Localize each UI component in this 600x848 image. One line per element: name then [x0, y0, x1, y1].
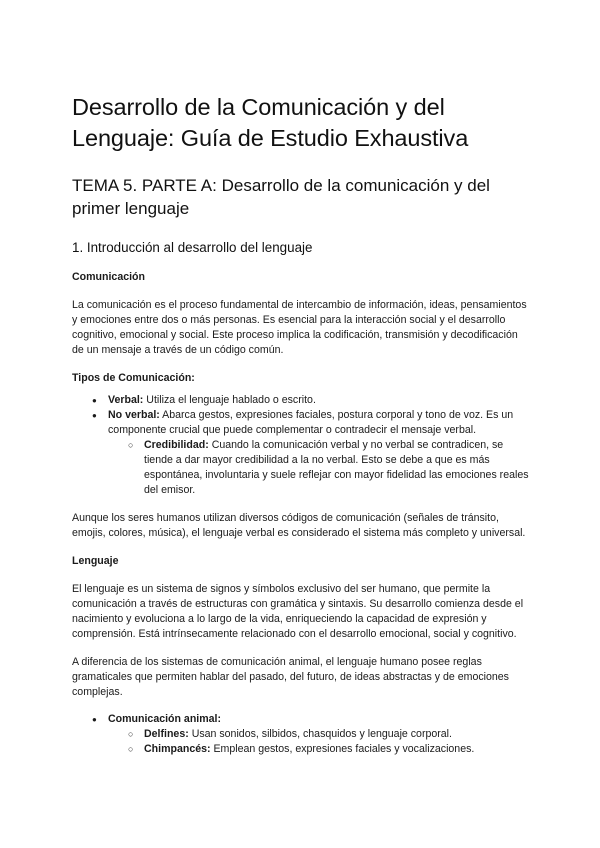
term-text: Emplean gestos, expresiones faciales y vocalizaciones. — [210, 743, 475, 755]
sub-list — [108, 727, 532, 757]
term-text: Usan sonidos, silbidos, chasquidos y lenguaje corporal. — [188, 728, 452, 740]
list-item-no-verbal — [72, 408, 532, 498]
term-text: Cuando la comunicación verbal y no verbal se contradicen, se tiende a dar mayor credibilidad a la no verbal. Esto se debe a que es más espontánea, involuntaria y suele reflejar con mayor fidelidad las emociones reales del emisor. — [144, 439, 529, 496]
list-item-chimpances — [108, 742, 532, 757]
term-label: Verbal: — [108, 394, 144, 406]
paragraph-comunicacion-definicion: La comunicación es el proceso fundamental de intercambio de información, ideas, pensamientos y emociones entre dos o más personas. Es esencial para la interacción social y el desarrollo cognitivo, emocional y social. Este proceso implica la codificación, transmisión y decodificación de un mensaje a través de un código común. — [72, 299, 527, 356]
page-content — [72, 92, 532, 757]
bullet-icon: ● — [92, 411, 97, 420]
sub-list — [108, 438, 532, 498]
term-label: Chimpancés: — [144, 743, 211, 755]
list-item-comunicacion-animal — [72, 712, 532, 757]
list-item-delfines — [108, 727, 532, 742]
bullet-icon: ● — [92, 715, 97, 724]
term-label: No verbal: — [108, 409, 160, 421]
term-text: Utiliza el lenguaje hablado o escrito. — [143, 394, 316, 406]
document-title: Desarrollo de la Comunicación y del Lenguaje: Guía de Estudio Exhaustiva — [72, 94, 469, 151]
hollow-bullet-icon: ○ — [128, 440, 134, 450]
term-text: Abarca gestos, expresiones faciales, postura corporal y tono de voz. Es un componente crucial que puede complementar o contradecir el mensaje verbal. — [108, 409, 514, 436]
list-item-credibilidad — [108, 438, 532, 498]
tipos-list — [72, 393, 532, 498]
paragraph-codigos: Aunque los seres humanos utilizan diversos códigos de comunicación (señales de tránsito, emojis, colores, música), el lenguaje verbal es considerado el sistema más completo y universal. — [72, 512, 526, 539]
subheading-tipos-comunicacion: Tipos de Comunicación: — [72, 372, 195, 384]
bullet-icon: ● — [92, 396, 97, 405]
subheading-lenguaje: Lenguaje — [72, 555, 119, 567]
section-heading-intro: 1. Introducción al desarrollo del lenguaje — [72, 240, 313, 255]
term-label: Credibilidad: — [144, 439, 209, 451]
tema-heading: TEMA 5. PARTE A: Desarrollo de la comunicación y del primer lenguaje — [72, 176, 490, 218]
paragraph-lenguaje-diferencia: A diferencia de los sistemas de comunicación animal, el lenguaje humano posee reglas gramaticales que permiten hablar del pasado, del futuro, de ideas abstractas y de emociones complejas. — [72, 656, 509, 698]
animal-list — [72, 712, 532, 757]
paragraph-lenguaje-definicion: El lenguaje es un sistema de signos y símbolos exclusivo del ser humano, que permite la comunicación a través de estructuras con gramática y sintaxis. Su desarrollo comienza desde el nacimiento y evoluciona a lo largo de la vida, enriqueciendo la capacidad de expresión y comprensión. Está intrínsecamente relacionado con el desarrollo emocional, social y cognitivo. — [72, 583, 524, 640]
hollow-bullet-icon: ○ — [128, 729, 134, 739]
hollow-bullet-icon: ○ — [128, 744, 134, 754]
term-label: Delfines: — [144, 728, 189, 740]
subheading-comunicacion: Comunicación — [72, 271, 145, 283]
term-label: Comunicación animal: — [108, 713, 222, 725]
list-item-verbal — [72, 393, 532, 408]
